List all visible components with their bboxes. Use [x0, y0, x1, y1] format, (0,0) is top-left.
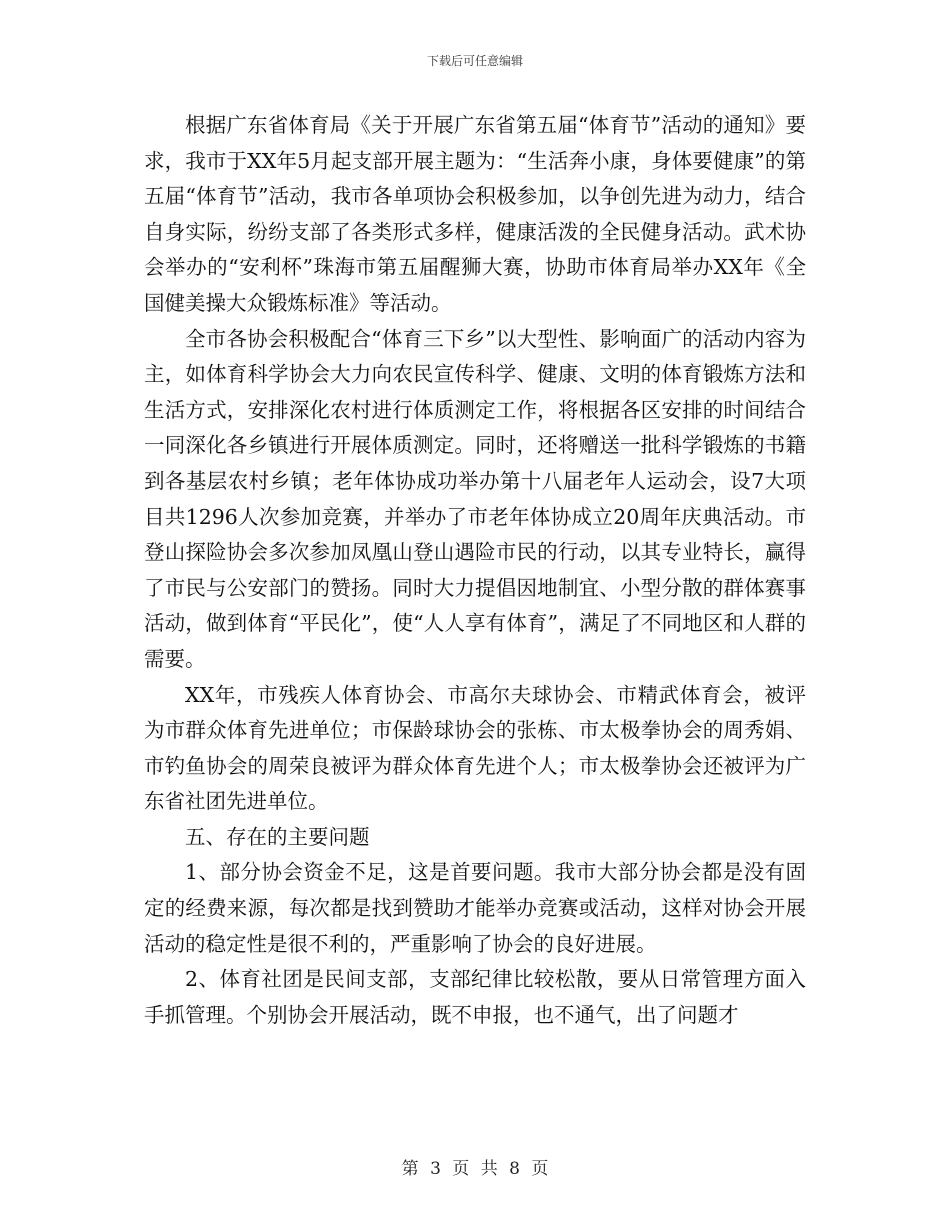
paragraph: 全市各协会积极配合“体育三下乡”以大型性、影响面广的活动内容为主，如体育科学协会大力向农民宣传科学、健康、文明的体育锻炼方法和生活方式，安排深化农村进行体质测定工作，将根据各区安排的时间结合一同深化各乡镇进行开展体质测定。同时，还将赠送一批科学锻炼的书籍到各基层农村乡镇；老年体协成功举办第十八届老年人运动会，设7大项目共1296人次参加竞赛，并举办了市老年体协成立20周年庆典活动。市登山探险协会多次参加凤凰山登山遇险市民的行动，以其专业特长，赢得了市民与公安部门的赞扬。同时大力提倡因地制宜、小型分散的群体赛事活动，做到体育“平民化”，使“人人享有体育”，满足了不同地区和人群的需要。: [144, 326, 806, 671]
paragraph: 2、体育社团是民间支部，支部纪律比较松散，要从日常管理方面入手抓管理。个别协会开展活动，既不申报，也不通气，出了问题才: [144, 967, 806, 1027]
page-number: 第 3 页 共 8 页: [401, 1159, 549, 1179]
body-text: [144, 108, 806, 1033]
section-heading: 五、存在的主要问题: [185, 824, 370, 849]
paragraph: 1、部分协会资金不足，这是首要问题。我市大部分协会都是没有固定的经费来源，每次都是找到赞助才能举办竞赛或活动，这样对协会开展活动的稳定性是很不利的，严重影响了协会的良好进展。: [144, 860, 806, 956]
header-note: 下载后可任意编辑: [426, 54, 523, 68]
paragraph: XX年，市残疾人体育协会、市高尔夫球协会、市精武体育会，被评为市群众体育先进单位；市保龄球协会的张栋、市太极拳协会的周秀娟、市钓鱼协会的周荣良被评为群众体育先进个人；市太极拳协会还被评为广东省社团先进单位。: [144, 682, 806, 814]
paragraph: 根据广东省体育局《关于开展广东省第五届“体育节”活动的通知》要求，我市于XX年5月起支部开展主题为：“生活奔小康，身体要健康”的第五届“体育节”活动，我市各单项协会积极参加，以争创先进为动力，结合自身实际，纷纷支部了各类形式多样，健康活泼的全民健身活动。武术协会举办的“安利杯”珠海市第五届醒狮大赛，协助市体育局举办XX年《全国健美操大众锻炼标准》等活动。: [144, 113, 806, 315]
